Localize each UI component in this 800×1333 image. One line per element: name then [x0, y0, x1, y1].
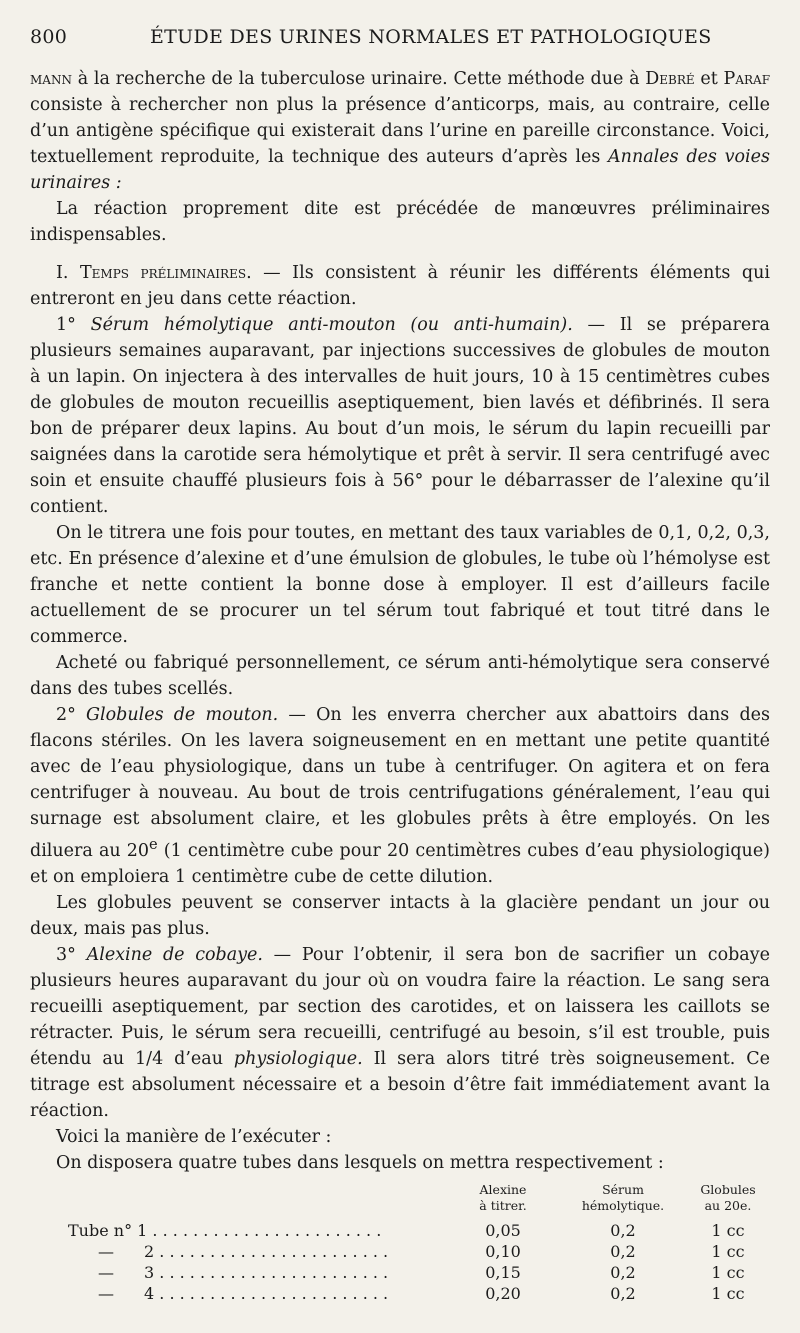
paragraph: La réaction proprement dite est précédée de manœuvres préliminaires indispensables.	[30, 199, 770, 245]
serum-value: 0,2	[610, 1221, 636, 1240]
item-title: Sérum hémolytique anti-mouton (ou anti-humain).	[90, 315, 573, 335]
name-mann: mann	[30, 69, 72, 89]
tubes-table	[68, 1182, 768, 1304]
paragraph: Voici la manière de l’exécuter :	[56, 1126, 332, 1147]
paragraph-globules: 2° Globules de mouton. — On les enverra chercher aux abattoirs dans des flacons stériles. On les lavera soigneusement en en mettant une petite quantité avec de l’eau physiologique, dans un tube à centrifuger. On agitera et on fera centrifuger à nouveau. Au bout de trois centrifugations généralement, l’eau qui surnage est absolument claire, et les globules prêts à être employés. On les diluera au 20e (1 centimètre cube pour 20 centimètres cubes d’eau physiologique) et on emploiera 1 centimètre cube de cette dilution.	[30, 705, 771, 887]
serum-value: 0,2	[610, 1284, 636, 1303]
item-title: Alexine de cobaye.	[86, 944, 263, 965]
alexine-value: 0,10	[485, 1242, 521, 1261]
paragraph-alexine: 3° Alexine de cobaye. — Pour l’obtenir, il sera bon de sacrifier un cobaye plusieurs heures auparavant du jour où on voudra faire la réaction. Le sang sera recueilli aseptiquement, par section des carotides, et on laissera les caillots se rétracter. Puis, le sérum sera recueilli, centrifugé au besoin, s’il est trouble, puis étendu au 1/4 d’eau physiologique. Il sera alors titré très soigneusement. Ce titrage est absolument nécessaire et a besoin d’être fait immédiatement avant la réaction.	[30, 944, 771, 1121]
page-number: 800	[30, 26, 68, 48]
alexine-value: 0,15	[485, 1263, 521, 1282]
name-paraf: Paraf	[723, 69, 771, 89]
running-title: ÉTUDE DES URINES NORMALES ET PATHOLOGIQUES	[150, 26, 712, 48]
page-header	[30, 24, 780, 54]
ditto-dash: —	[98, 1242, 114, 1261]
body-text	[30, 66, 770, 1176]
globules-value: 1 cc	[711, 1242, 745, 1261]
paragraph-serum: 1° Sérum hémolytique anti-mouton (ou anti-humain). — Il se préparera plusieurs semaines auparavant, par injections successives de globules de mouton à un lapin. On injectera à des intervalles de huit jours, 10 à 15 centimètres cubes de globules de mouton recueillis aseptiquement, bien lavés et défibrinés. Il sera bon de préparer deux lapins. Au bout d’un mois, le sérum du lapin recueilli par saignées dans la carotide sera hémolytique et prêt à servir. Il sera centrifugé avec soin et ensuite chauffé plusieurs fois à 56° pour le débarrasser de l’alexine qu’il contient.	[30, 315, 770, 517]
tube-number: 3	[144, 1263, 155, 1282]
tube-number: 4	[144, 1284, 155, 1303]
serum-value: 0,2	[610, 1263, 636, 1282]
table-row: — 3 . . . . . . . . . . . . . . . . . . . . . . . 0,15 0,2 1 cc	[68, 1262, 768, 1283]
item-title: Globules de mouton.	[86, 705, 279, 725]
globules-value: 1 cc	[711, 1284, 745, 1303]
section-heading-paragraph: I. Temps préliminaires. — Ils consistent à réunir les différents éléments qui entreront en jeu dans cette réaction.	[30, 263, 770, 309]
table-header-row	[68, 1182, 768, 1220]
table-row: — 2 . . . . . . . . . . . . . . . . . . . . . . . 0,10 0,2 1 cc	[68, 1241, 768, 1262]
col-alexine: Alexine à titrer.	[479, 1182, 527, 1213]
tube-number: 2	[144, 1242, 155, 1261]
alexine-value: 0,05	[485, 1221, 521, 1240]
col-globules: Globules au 20e.	[700, 1182, 756, 1213]
col-serum: Sérum hémolytique.	[581, 1182, 665, 1213]
paragraph: On disposera quatre tubes dans lesquels on mettra respectivement :	[56, 1152, 664, 1173]
paragraph-continuation: mann à la recherche de la tuberculose urinaire. Cette méthode due à Debré et Paraf consiste à rechercher non plus la présence d’anticorps, mais, au contraire, celle d’un antigène spécifique qui existerait dans l’urine en pareille circonstance. Voici, textuellement reproduite, la technique des auteurs d’après les Annales des voies urinaires :	[30, 69, 771, 193]
alexine-value: 0,20	[485, 1284, 521, 1303]
globules-value: 1 cc	[711, 1221, 745, 1240]
ditto-dash: —	[98, 1263, 114, 1282]
ditto-dash: —	[98, 1284, 114, 1303]
table-row: — 4 . . . . . . . . . . . . . . . . . . . . . . . 0,20 0,2 1 cc	[68, 1283, 768, 1304]
paragraph: On le titrera une fois pour toutes, en mettant des taux variables de 0,1, 0,2, 0,3, etc. En présence d’alexine et d’une émulsion de globules, le tube où l’hémolyse est franche et nette contient la bonne dose à employer. Il est d’ailleurs facile actuellement de se procurer un tel sérum tout fabriqué et tout titré dans le commerce.	[30, 523, 770, 647]
paragraph: Acheté ou fabriqué personnellement, ce sérum anti-hémolytique sera conservé dans des tubes scellés.	[30, 653, 770, 699]
serum-value: 0,2	[610, 1242, 636, 1261]
name-debre: Debré	[645, 69, 695, 89]
section-heading: I. Temps préliminaires.	[56, 263, 252, 283]
table-row: Tube n° 1 . . . . . . . . . . . . . . . . . . . . . . . 0,05 0,2 1 cc	[68, 1220, 768, 1241]
paragraph: Les globules peuvent se conserver intacts à la glacière pendant un jour ou deux, mais pas plus.	[30, 892, 770, 939]
journal-title: Annales des voies urinaires :	[30, 147, 770, 193]
globules-value: 1 cc	[711, 1263, 745, 1282]
tube-label: Tube n° 1	[68, 1221, 148, 1240]
